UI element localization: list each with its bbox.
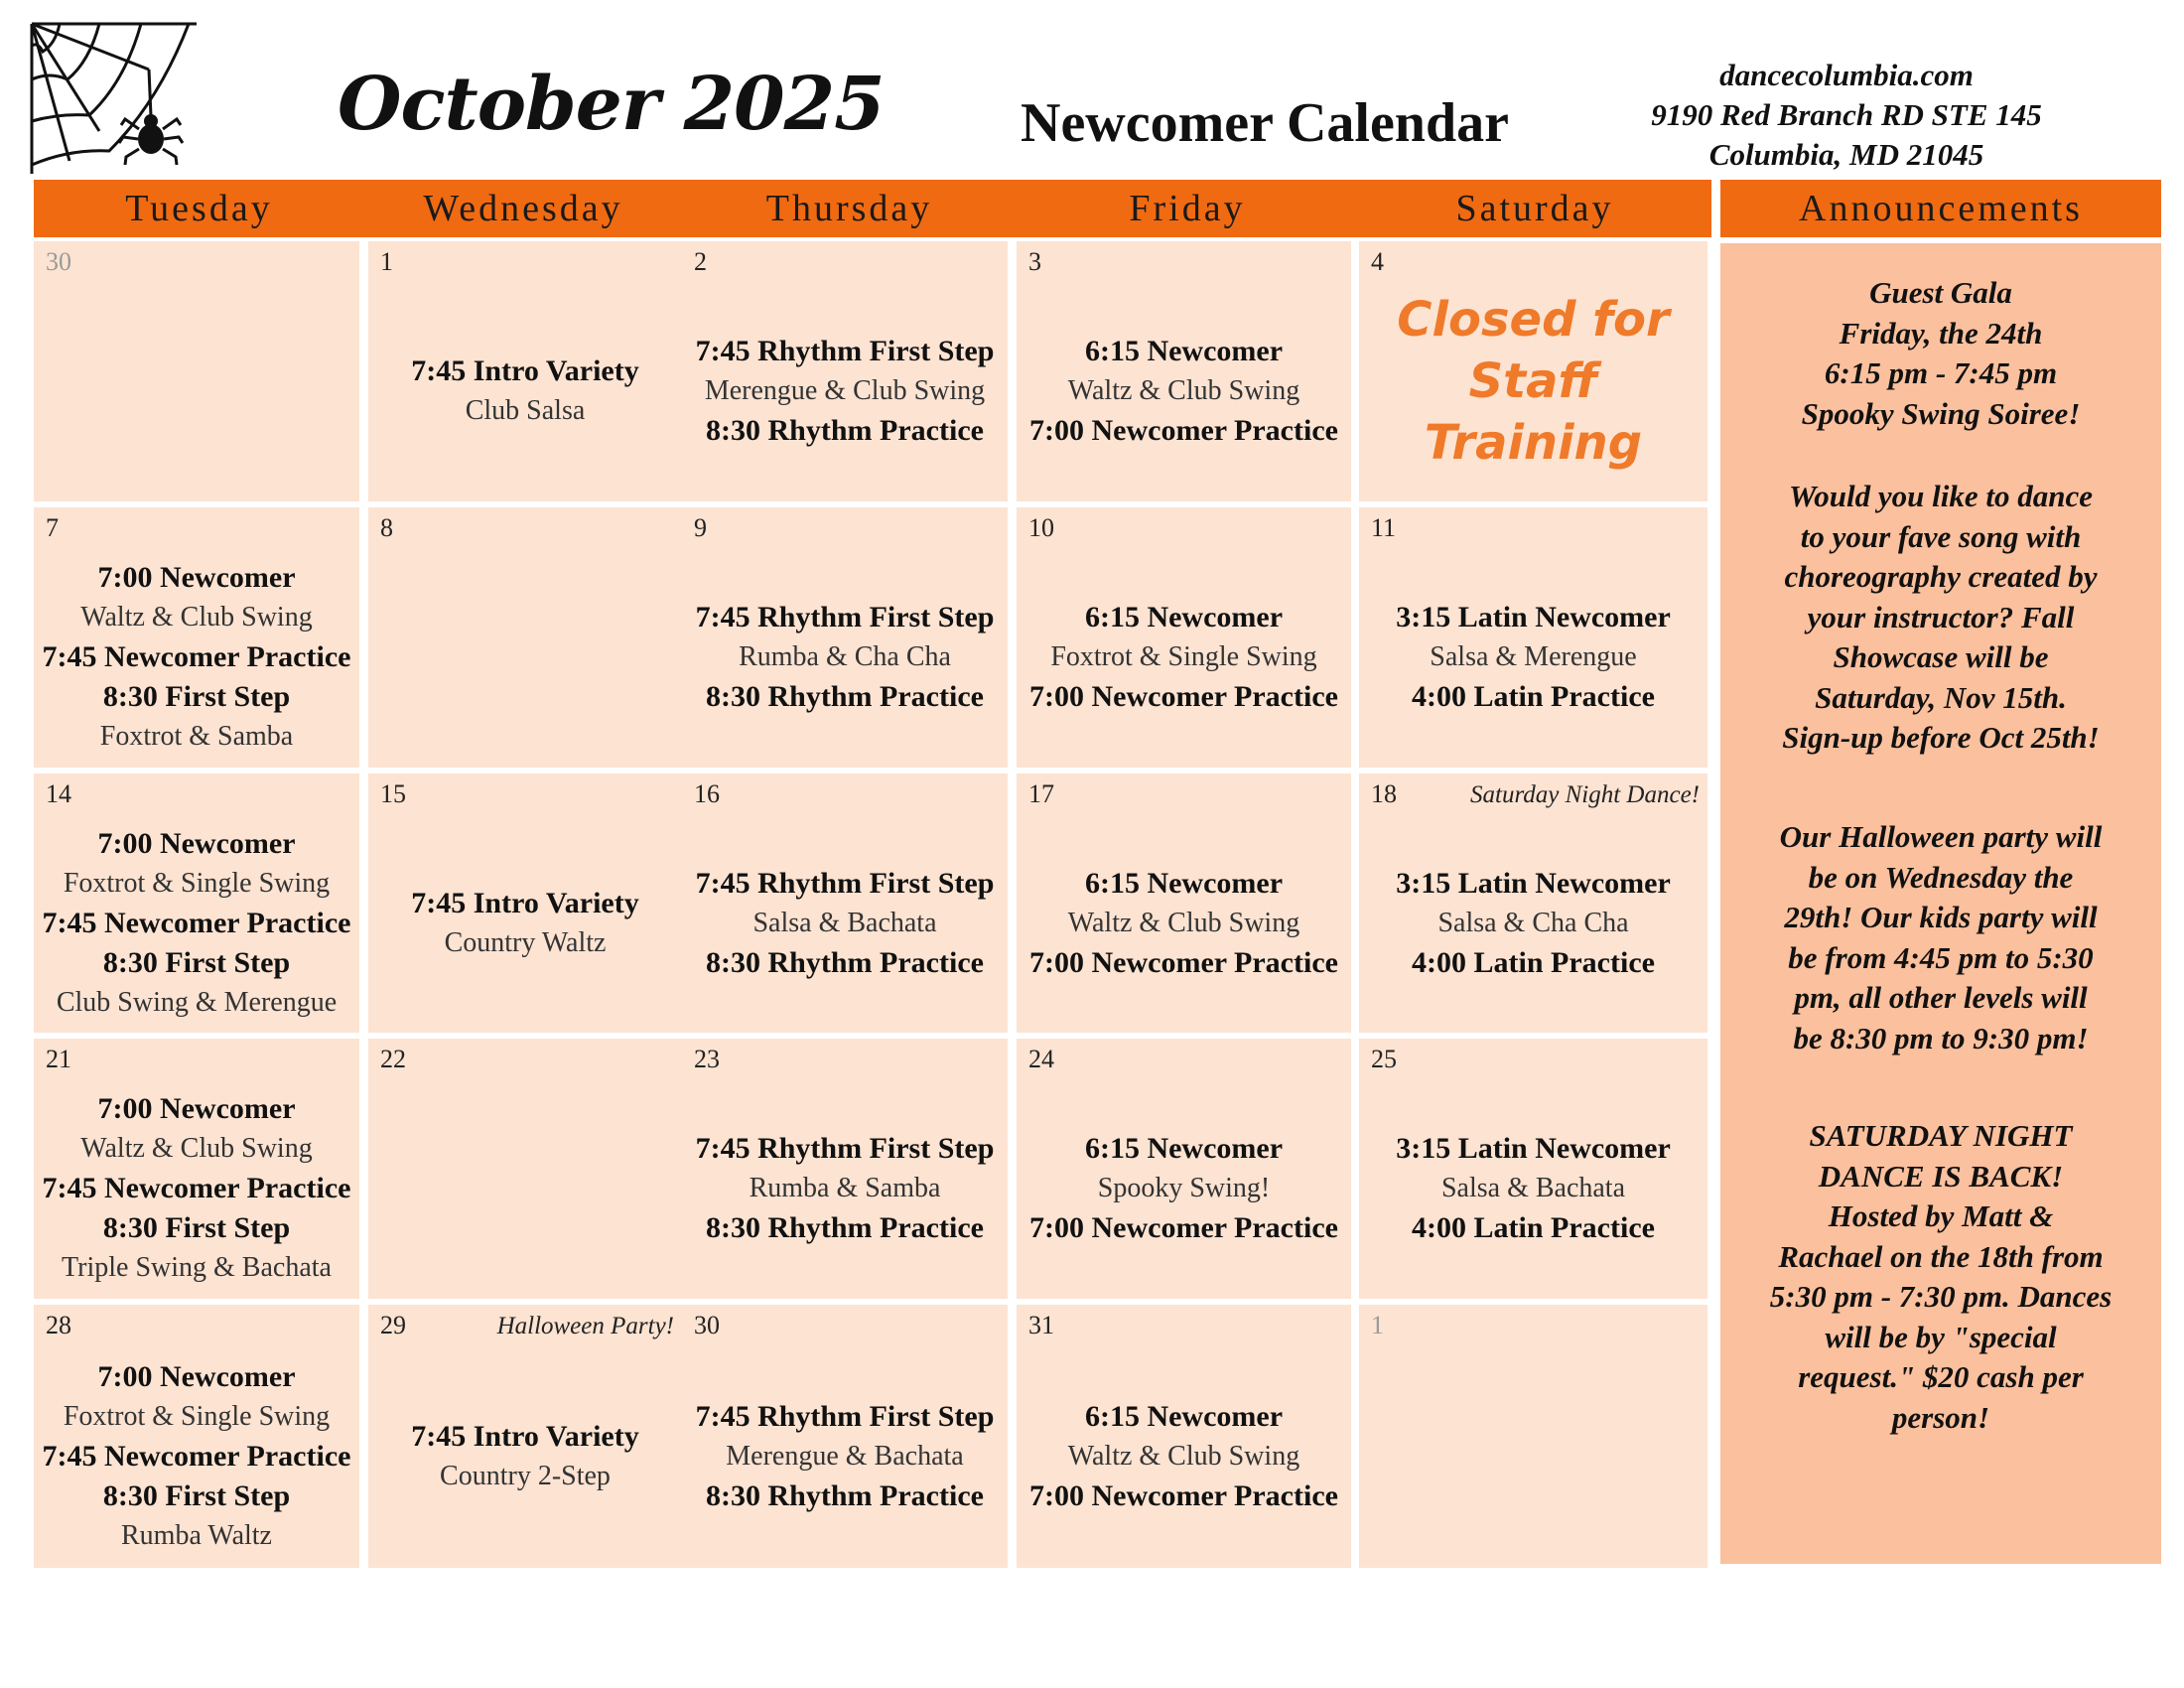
- calendar-title: Newcomer Calendar: [1021, 92, 1509, 154]
- class-styles: Foxtrot & Single Swing: [63, 867, 331, 899]
- announcement-block: [1730, 1116, 2151, 1438]
- class-time: 7:00 Newcomer Practice: [1029, 1478, 1338, 1512]
- day-number: 7: [46, 513, 59, 542]
- class-schedule: [1017, 285, 1351, 497]
- announcement-line: be on Wednesday the: [1808, 859, 2074, 895]
- class-time: 7:45 Rhythm First Step: [695, 1399, 995, 1433]
- day-number: 17: [1028, 779, 1054, 808]
- day-cell: [1359, 1039, 1707, 1299]
- class-time: 7:45 Newcomer Practice: [42, 906, 351, 939]
- class-time: 7:45 Newcomer Practice: [42, 640, 351, 673]
- class-styles: Country 2-Step: [440, 1460, 611, 1491]
- class-time: 8:30 Rhythm Practice: [706, 1478, 984, 1512]
- class-time: 7:45 Intro Variety: [411, 354, 639, 387]
- day-cell: [368, 1039, 682, 1299]
- class-styles: Waltz & Club Swing: [1067, 907, 1300, 938]
- class-styles: Merengue & Club Swing: [704, 375, 986, 406]
- class-styles: Spooky Swing!: [1097, 1173, 1271, 1203]
- announcement-line: be 8:30 pm to 9:30 pm!: [1793, 1020, 2089, 1055]
- class-schedule: [368, 817, 682, 1029]
- announcement-line: Hosted by Matt &: [1828, 1198, 2054, 1233]
- day-number: 29: [380, 1311, 406, 1339]
- day-number: 10: [1028, 513, 1054, 542]
- class-styles: Rumba Waltz: [121, 1519, 272, 1551]
- day-cell: [34, 1039, 359, 1299]
- class-styles: Foxtrot & Single Swing: [63, 1400, 331, 1432]
- class-time: 7:45 Newcomer Practice: [42, 1439, 351, 1473]
- announcement-line: Rachael on the 18th from: [1778, 1238, 2104, 1274]
- day-cell: [1359, 1305, 1707, 1568]
- day-cell: [1017, 507, 1351, 768]
- announcement-line: 5:30 pm - 7:30 pm. Dances: [1769, 1279, 2113, 1314]
- announcement-block: [1730, 273, 2151, 434]
- class-time: 4:00 Latin Practice: [1412, 945, 1655, 979]
- announcement-line: SATURDAY NIGHT: [1809, 1118, 2073, 1153]
- day-cell: [1017, 774, 1351, 1033]
- class-time: 7:45 Rhythm First Step: [695, 335, 995, 367]
- day-number: 22: [380, 1045, 406, 1073]
- day-number: 28: [46, 1311, 71, 1339]
- day-number: 21: [46, 1045, 71, 1073]
- day-cell: [368, 1305, 682, 1568]
- class-time: 8:30 Rhythm Practice: [706, 680, 984, 713]
- day-cell: [682, 1039, 1008, 1299]
- website: dancecolumbia.com: [1719, 58, 1974, 92]
- class-time: 8:30 First Step: [102, 680, 291, 713]
- class-time: 7:45 Rhythm First Step: [695, 866, 995, 900]
- class-time: 6:15 Newcomer: [1084, 866, 1284, 900]
- day-cell: [34, 1305, 359, 1568]
- weekday-header: [34, 180, 1711, 237]
- announcement-line: Showcase will be: [1833, 639, 2049, 674]
- class-time: 7:45 Rhythm First Step: [695, 1132, 995, 1165]
- class-styles: Club Salsa: [465, 395, 586, 426]
- day-cell: [1017, 1039, 1351, 1299]
- announcement-line: will be by "special: [1825, 1319, 2057, 1354]
- class-schedule: [1017, 1082, 1351, 1295]
- announcement-line: request." $20 cash per: [1798, 1359, 2084, 1394]
- class-styles: Foxtrot & Single Swing: [1050, 641, 1317, 672]
- announcement-block: [1730, 817, 2151, 1058]
- class-time: 8:30 Rhythm Practice: [706, 1211, 984, 1244]
- day-number: 24: [1028, 1045, 1054, 1073]
- class-time: 7:00 Newcomer Practice: [1029, 945, 1338, 979]
- announcement-line: choreography created by: [1784, 559, 2098, 594]
- class-time: 7:00 Newcomer Practice: [1029, 680, 1338, 713]
- day-cell: [1359, 241, 1707, 501]
- day-number: 15: [380, 779, 406, 808]
- class-time: 7:45 Rhythm First Step: [695, 601, 995, 633]
- class-time: 4:00 Latin Practice: [1412, 1211, 1655, 1244]
- day-header-thursday: Thursday: [765, 188, 933, 229]
- announcement-line: Would you like to dance: [1789, 479, 2093, 513]
- day-number: 3: [1028, 247, 1041, 276]
- day-number: 31: [1028, 1311, 1054, 1339]
- class-styles: Waltz & Club Swing: [80, 602, 313, 633]
- announcement-line: pm, all other levels will: [1794, 980, 2088, 1015]
- day-cell: [1017, 1305, 1351, 1568]
- day-number: 9: [694, 513, 707, 542]
- day-cell: [34, 774, 359, 1033]
- announcement-line: person!: [1891, 1399, 1990, 1435]
- class-time: 8:30 First Step: [102, 1478, 291, 1512]
- class-schedule: [34, 817, 359, 1029]
- announcement-line: Spooky Swing Soiree!: [1801, 395, 2081, 431]
- class-styles: Rumba & Cha Cha: [739, 641, 951, 672]
- contact-info: [1588, 56, 2105, 175]
- day-cell: [1017, 241, 1351, 501]
- class-styles: Waltz & Club Swing: [80, 1133, 313, 1164]
- class-time: 7:45 Intro Variety: [411, 886, 639, 919]
- closed-notice-line: Closed for: [1397, 292, 1670, 348]
- day-number: 30: [694, 1311, 720, 1339]
- day-cell: [682, 241, 1008, 501]
- day-number: 1: [1371, 1311, 1384, 1339]
- announcement-line: Saturday, Nov 15th.: [1815, 679, 2067, 715]
- day-header-wednesday: Wednesday: [423, 188, 623, 229]
- class-schedule: [368, 285, 682, 497]
- class-time: 3:15 Latin Newcomer: [1396, 866, 1671, 900]
- class-styles: Merengue & Bachata: [726, 1440, 964, 1472]
- day-header-tuesday: Tuesday: [125, 188, 273, 229]
- class-styles: Waltz & Club Swing: [1067, 375, 1300, 406]
- class-styles: Salsa & Cha Cha: [1437, 907, 1629, 938]
- class-styles: Club Swing & Merengue: [56, 986, 338, 1018]
- address-line-2: Columbia, MD 21045: [1708, 137, 1984, 172]
- day-cell: [368, 774, 682, 1033]
- closed-notice-line: Staff: [1468, 353, 1598, 409]
- class-styles: Rumba & Samba: [749, 1173, 941, 1203]
- day-number: 4: [1371, 247, 1384, 276]
- day-note: Halloween Party!: [496, 1313, 674, 1339]
- class-schedule: [682, 551, 1008, 764]
- month-title: October 2025: [338, 62, 885, 147]
- class-time: 7:00 Newcomer: [97, 826, 296, 860]
- class-styles: Country Waltz: [444, 926, 607, 958]
- day-cell: [682, 1305, 1008, 1568]
- class-styles: Salsa & Bachata: [752, 907, 937, 938]
- announcement-block: [1730, 477, 2151, 759]
- class-time: 8:30 Rhythm Practice: [706, 945, 984, 979]
- day-number: 18: [1371, 779, 1397, 808]
- announcement-line: Our Halloween party will: [1779, 819, 2103, 854]
- class-schedule: [682, 1348, 1008, 1564]
- address-line-1: 9190 Red Branch RD STE 145: [1651, 97, 2042, 132]
- day-number: 16: [694, 779, 720, 808]
- day-header-friday: Friday: [1129, 188, 1246, 229]
- class-schedule: [1359, 1082, 1707, 1295]
- day-number: 1: [380, 247, 393, 276]
- class-time: 8:30 First Step: [102, 945, 291, 979]
- class-time: 7:00 Newcomer Practice: [1029, 1211, 1338, 1244]
- announcement-line: your instructor? Fall: [1807, 599, 2075, 634]
- day-cell: [368, 241, 682, 501]
- class-time: 4:00 Latin Practice: [1412, 680, 1655, 713]
- announcements-header: Announcements: [1720, 180, 2161, 237]
- day-cell: [34, 241, 359, 501]
- class-schedule: [682, 817, 1008, 1029]
- day-cell: [368, 507, 682, 768]
- class-styles: Salsa & Merengue: [1430, 641, 1637, 672]
- class-schedule: [368, 1348, 682, 1564]
- closed-notice-line: Training: [1424, 415, 1643, 471]
- class-styles: Waltz & Club Swing: [1067, 1440, 1300, 1472]
- class-time: 6:15 Newcomer: [1084, 1132, 1284, 1165]
- day-number: 8: [380, 513, 393, 542]
- class-time: 7:00 Newcomer: [97, 1092, 296, 1125]
- class-time: 6:15 Newcomer: [1084, 1399, 1284, 1433]
- class-time: 7:00 Newcomer Practice: [1029, 414, 1338, 447]
- class-schedule: [1017, 817, 1351, 1029]
- class-schedule: [1017, 1348, 1351, 1564]
- class-time: 3:15 Latin Newcomer: [1396, 1132, 1671, 1165]
- closed-notice: [1359, 289, 1707, 474]
- class-time: 8:30 Rhythm Practice: [706, 414, 984, 447]
- class-schedule: [682, 1082, 1008, 1295]
- day-number: 2: [694, 247, 707, 276]
- class-time: 7:45 Intro Variety: [411, 1419, 639, 1453]
- class-schedule: [1017, 551, 1351, 764]
- class-schedule: [1359, 551, 1707, 764]
- class-schedule: [34, 1082, 359, 1295]
- class-schedule: [682, 285, 1008, 497]
- announcement-line: 29th! Our kids party will: [1784, 900, 2098, 934]
- day-note: Saturday Night Dance!: [1470, 781, 1700, 808]
- class-styles: Salsa & Bachata: [1440, 1173, 1626, 1203]
- announcement-line: Friday, the 24th: [1839, 315, 2043, 351]
- day-cell: [682, 774, 1008, 1033]
- announcement-line: to your fave song with: [1800, 518, 2082, 554]
- class-time: 8:30 First Step: [102, 1211, 291, 1244]
- day-number: 30: [46, 247, 71, 276]
- announcement-line: Guest Gala: [1869, 275, 2012, 310]
- day-cell: [1359, 507, 1707, 768]
- day-number: 23: [694, 1045, 720, 1073]
- class-time: 3:15 Latin Newcomer: [1396, 601, 1671, 633]
- class-styles: Foxtrot & Samba: [99, 721, 294, 752]
- day-cell: [34, 507, 359, 768]
- class-styles: Triple Swing & Bachata: [62, 1252, 332, 1283]
- class-time: 6:15 Newcomer: [1084, 335, 1284, 367]
- day-cell: [1359, 774, 1707, 1033]
- announcement-line: be from 4:45 pm to 5:30: [1788, 939, 2094, 975]
- class-time: 7:00 Newcomer: [97, 1359, 296, 1393]
- announcement-line: Sign-up before Oct 25th!: [1782, 720, 2100, 755]
- class-time: 7:45 Newcomer Practice: [42, 1172, 351, 1204]
- day-number: 14: [46, 779, 71, 808]
- day-cell: [682, 507, 1008, 768]
- spider-web-icon: [30, 22, 199, 176]
- announcements-panel: [1720, 243, 2161, 1564]
- day-number: 25: [1371, 1045, 1397, 1073]
- announcement-line: 6:15 pm - 7:45 pm: [1824, 355, 2058, 390]
- class-schedule: [1359, 817, 1707, 1029]
- announcement-line: DANCE IS BACK!: [1818, 1158, 2064, 1194]
- class-time: 7:00 Newcomer: [97, 561, 296, 594]
- day-header-saturday: Saturday: [1455, 188, 1614, 229]
- class-schedule: [34, 1348, 359, 1564]
- class-schedule: [34, 551, 359, 764]
- day-number: 11: [1371, 513, 1397, 542]
- class-time: 6:15 Newcomer: [1084, 601, 1284, 633]
